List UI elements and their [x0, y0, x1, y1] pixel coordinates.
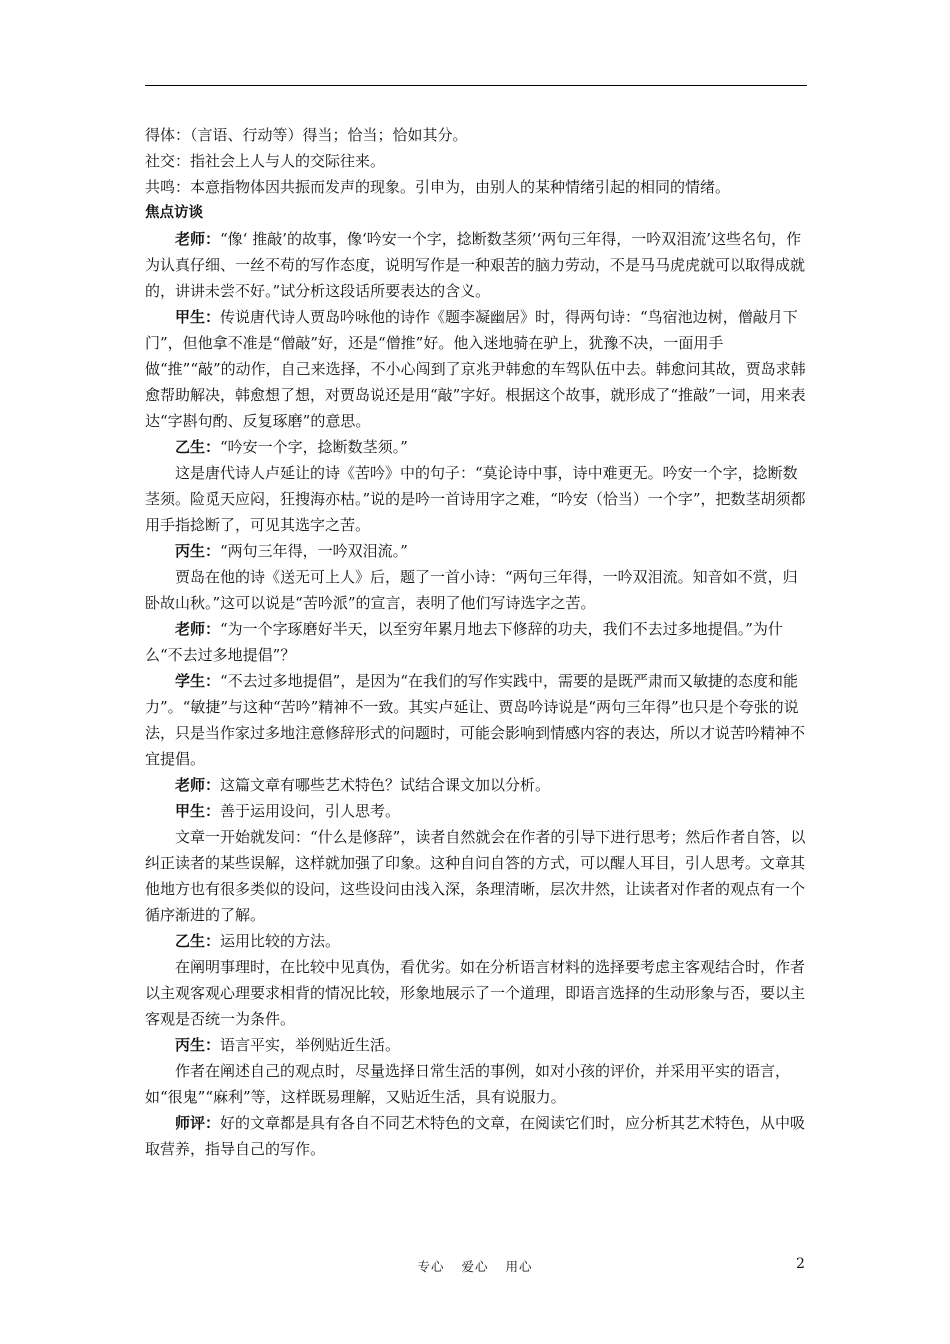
paragraph-text: 文章一开始就发问：“什么是修辞”，读者自然就会在作者的引导下进行思考；然后作者自答，以纠正读者的某些误解，这样就加强了印象。这种自问自答的方式，可以醒人耳目，引人思考。文章其他地方也有很多类似的设问，这些设问由浅入深，条理清晰，层次井然，让读者对作者的观点有一个循序渐进的了解。 — [145, 828, 806, 924]
speaker-label: 老师： — [175, 776, 221, 794]
definition-line: 共鸣：本意指物体因共振而发声的现象。引申为，由别人的某种情绪引起的相同的情绪。 — [145, 178, 731, 196]
footer-motto — [0, 1257, 950, 1275]
dialogue-paragraph — [145, 1058, 807, 1110]
footer-motto-2: 爱心 — [461, 1259, 489, 1274]
paragraph-text: 运用比较的方法。 — [220, 932, 341, 950]
dialogue-paragraph — [145, 928, 807, 954]
paragraph-text: “为一个字琢磨好半天，以至穷年累月地去下修辞的功夫，我们不去过多地提倡。”为什么“不去过多地提倡”？ — [145, 620, 783, 664]
dialogue-paragraph — [145, 460, 807, 538]
paragraph-text: 传说唐代诗人贾岛吟咏他的诗作《题李凝幽居》时，得两句诗：“鸟宿池边树，僧敲月下门”，但他拿不准是“僧敲”好，还是“僧推”好。他入迷地骑在驴上，犹豫不决，一面用手做“推”“敲”的动作，自己来选择，不小心闯到了京兆尹韩愈的车驾队伍中去。韩愈问其故，贾岛求韩愈帮助解决，韩愈想了想，对贾岛说还是用“敲”字好。根据这个故事，就形成了“推敲”一词，用来表达“字斟句酌、反复琢磨”的意思。 — [145, 308, 806, 430]
dialogue-paragraph — [145, 772, 807, 798]
paragraph-text: 好的文章都是具有各自不同艺术特色的文章，在阅读它们时，应分析其艺术特色，从中吸取营养，指导自己的写作。 — [145, 1114, 806, 1158]
footer-motto-1: 专心 — [417, 1259, 445, 1274]
paragraph-text: 在阐明事理时，在比较中见真伪，看优劣。如在分析语言材料的选择要考虑主客观结合时，作者以主观客观心理要求相背的情况比较，形象地展示了一个道理，即语言选择的生动形象与否，要以主客观是否统一为条件。 — [145, 958, 806, 1028]
footer-motto-3: 用心 — [505, 1259, 533, 1274]
speaker-label: 丙生： — [175, 1036, 221, 1054]
speaker-label: 老师： — [175, 230, 221, 248]
dialogue-paragraph — [145, 824, 807, 928]
dialogue-paragraph — [145, 226, 807, 304]
paragraph-text: 作者在阐述自己的观点时，尽量选择日常生活的事例，如对小孩的评价，并采用平实的语言，如“很鬼”“麻利”等，这样既易理解，又贴近生活，具有说服力。 — [145, 1062, 791, 1106]
dialogue-paragraph — [145, 798, 807, 824]
speaker-label: 乙生： — [175, 932, 221, 950]
paragraph-text: 这是唐代诗人卢延让的诗《苦吟》中的句子：“莫论诗中事，诗中难更无。吟安一个字，捻断数茎须。险觅天应闷，狂搜海亦枯。”说的是吟一首诗用字之难，“吟安（恰当）一个字”，把数茎胡须都用手指捻断了，可见其选字之苦。 — [145, 464, 806, 534]
dialogue-paragraph — [145, 1032, 807, 1058]
dialogue-paragraph — [145, 304, 807, 434]
header-rule — [145, 85, 807, 86]
dialogue-paragraph — [145, 1110, 807, 1162]
speaker-label: 学生： — [175, 672, 221, 690]
paragraph-text: 语言平实，举例贴近生活。 — [220, 1036, 401, 1054]
paragraph-text: 贾岛在他的诗《送无可上人》后，题了一首小诗：“两句三年得，一吟双泪流。知音如不赏，归卧故山秋。”这可以说是“苦吟派”的宣言，表明了他们写诗选字之苦。 — [145, 568, 798, 612]
page-number: 2 — [796, 1256, 805, 1272]
paragraph-text: “不去过多地提倡”，是因为“在我们的写作实践中，需要的是既严肃而又敏捷的态度和能力”。“敏捷”与这种“苦吟”精神不一致。其实卢延让、贾岛吟诗说是“两句三年得”也只是个夸张的说法，只是当作家过多地注意修辞形式的问题时，可能会影响到情感内容的表达，所以才说苦吟精神不宜提倡。 — [145, 672, 806, 768]
speaker-label: 甲生： — [175, 308, 221, 326]
document-body — [145, 122, 807, 1162]
dialogue-paragraph — [145, 954, 807, 1032]
speaker-label: 甲生： — [175, 802, 221, 820]
definition-line: 得体：（言语、行动等）得当；恰当；恰如其分。 — [145, 126, 468, 144]
speaker-label: 师评： — [175, 1114, 221, 1132]
paragraph-text: 善于运用设问，引人思考。 — [220, 802, 401, 820]
speaker-label: 丙生： — [175, 542, 221, 560]
paragraph-text: “像‘ 推敲’的故事，像‘吟安一个字，捻断数茎须’‘两句三年得，一吟双泪流’这些名句，作为认真仔细、一丝不苟的写作态度，说明写作是一种艰苦的脑力劳动，不是马马虎虎就可以取得成就的，讲讲未尝不好。”试分析这段话所要表达的含义。 — [145, 230, 806, 300]
dialogue-paragraph — [145, 564, 807, 616]
section-heading: 焦点访谈 — [145, 205, 203, 221]
dialogue-paragraph — [145, 434, 807, 460]
dialogue-paragraph — [145, 668, 807, 772]
speaker-label: 老师： — [175, 620, 221, 638]
paragraph-text: “两句三年得，一吟双泪流。” — [220, 542, 408, 560]
dialogue-paragraph — [145, 538, 807, 564]
paragraph-text: 这篇文章有哪些艺术特色？试结合课文加以分析。 — [220, 776, 551, 794]
paragraph-text: “吟安一个字，捻断数茎须。” — [220, 438, 408, 456]
speaker-label: 乙生： — [175, 438, 221, 456]
definition-line: 社交：指社会上人与人的交际往来。 — [145, 152, 386, 170]
dialogue-paragraph — [145, 616, 807, 668]
